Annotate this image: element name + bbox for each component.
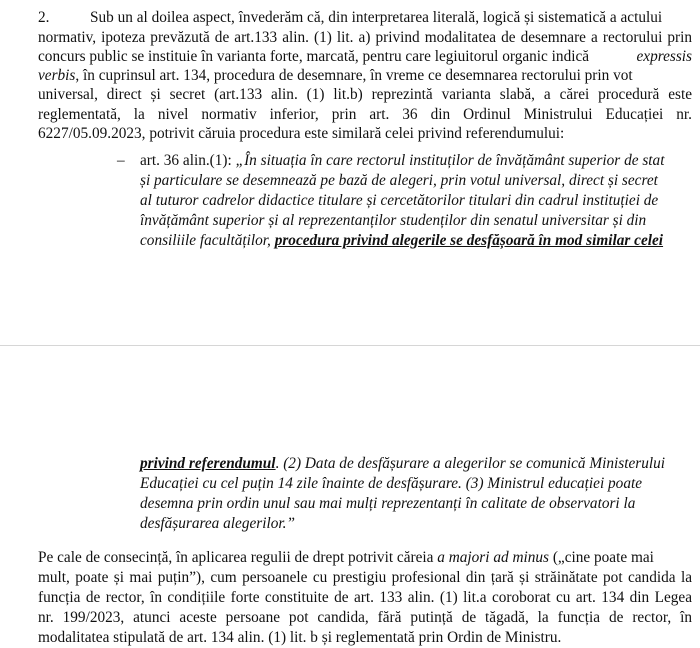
verbis-word: verbis (38, 67, 76, 84)
quote-line-1 (140, 151, 680, 170)
quote-cont-line-1-text: . (2) Data de desfășurare a alegerilor se comunică Ministerului (275, 455, 666, 472)
quote-line-5 (140, 231, 680, 250)
quote-line-5-text: consiliile facultăților, (140, 232, 275, 249)
quote-cont-line-3: desemna prin ordin unul sau mai mulți reprezentanți în calitate de observatori la (140, 495, 636, 512)
conclusion-line-3: funcția de rector, în condițiile forte constituite de art. 133 alin. (1) lit.a coroborat cu art. 134 din Legea (38, 589, 692, 606)
quote-cont-line-2: Educației cu cel puțin 14 zile înainte de desfășurare. (3) Ministrul educației poate (140, 475, 643, 492)
paragraph-line-4 (38, 66, 692, 85)
paragraph-line-3-text: concurs public se instituie în varianta forte, marcată, pentru care legiuitorul organic indică (38, 48, 590, 65)
quote-cont-line-4: desfășurarea alegerilor.” (140, 515, 295, 532)
quote-bold-underlined: procedura privind alegerile se desfășoară în mod similar celei (274, 232, 664, 249)
paragraph-line-5: universal, direct și secret (art.133 alin. (1) lit.b) reprezintă varianta slabă, a cărei procedură este (38, 86, 692, 103)
conclusion-line-5: modalitatea stipulată de art. 134 alin. (1) lit. b și reglementată prin Ordin de Ministru. (38, 629, 562, 646)
paragraph-line-4-text: , în cuprinsul art. 134, procedura de desemnare, în vreme ce desemnarea rectorului prin vot (75, 67, 633, 84)
document-page-2 (0, 346, 700, 648)
paragraph-line-7: 6227/05.09.2023, potrivit căruia procedura este similară celei privind referendumului: (38, 125, 565, 142)
bullet-dash: – (117, 152, 125, 169)
expressis-word: expressis (636, 48, 692, 65)
paragraph-line-6: reglementată, la nivel normativ inferior, prin art. 36 din Ordinul Ministrului Educației nr. (38, 106, 692, 123)
conclusion-line-2: mult, poate și mai puțin”), cum persoanele cu prestigiu profesional din țară și străinătate pot candida la (38, 569, 692, 586)
conclusion-line-1-text: Pe cale de consecință, în aplicarea regulii de drept potrivit căreia (38, 549, 438, 566)
quote-lead: art. 36 alin.(1): (140, 152, 236, 169)
paragraph-line-3 (38, 47, 692, 66)
paragraph-line-2: normativ, ipoteza prevăzută de art.133 alin. (1) lit. a) privind modalitatea de desemnare a rectorului prin (38, 29, 692, 46)
quote-line-1-text: „În situația în care rectorul instituților de învățământ superior de stat (235, 152, 665, 169)
quote-cont-line-1 (140, 454, 680, 473)
conclusion-line-1 (38, 548, 692, 567)
quote-bold-continuation: privind referendumul (140, 455, 276, 472)
conclusion-line-4: nr. 199/2023, atunci aceste persoane pot candida, fără putință de tăgadă, la funcția de rector, în (38, 609, 692, 626)
item-number: 2. (38, 9, 50, 26)
quote-line-4: învățământ superior și al reprezentanților studenților din senatul universitar și din (140, 212, 647, 229)
quote-line-2: și particulare se desemnează pe bază de alegeri, prin votul universal, direct și secret (140, 172, 658, 189)
paragraph-line-1: Sub un al doilea aspect, învederăm că, din interpretarea literală, logică și sistematică a actului (90, 9, 663, 26)
quote-line-3: al tuturor cadrelor didactice titulare și cercetătorilor titulari din cadrul instituției de (140, 192, 659, 209)
conclusion-line-1-end: („cine poate mai (549, 549, 654, 566)
latin-maxim: a majori ad minus (437, 549, 549, 566)
